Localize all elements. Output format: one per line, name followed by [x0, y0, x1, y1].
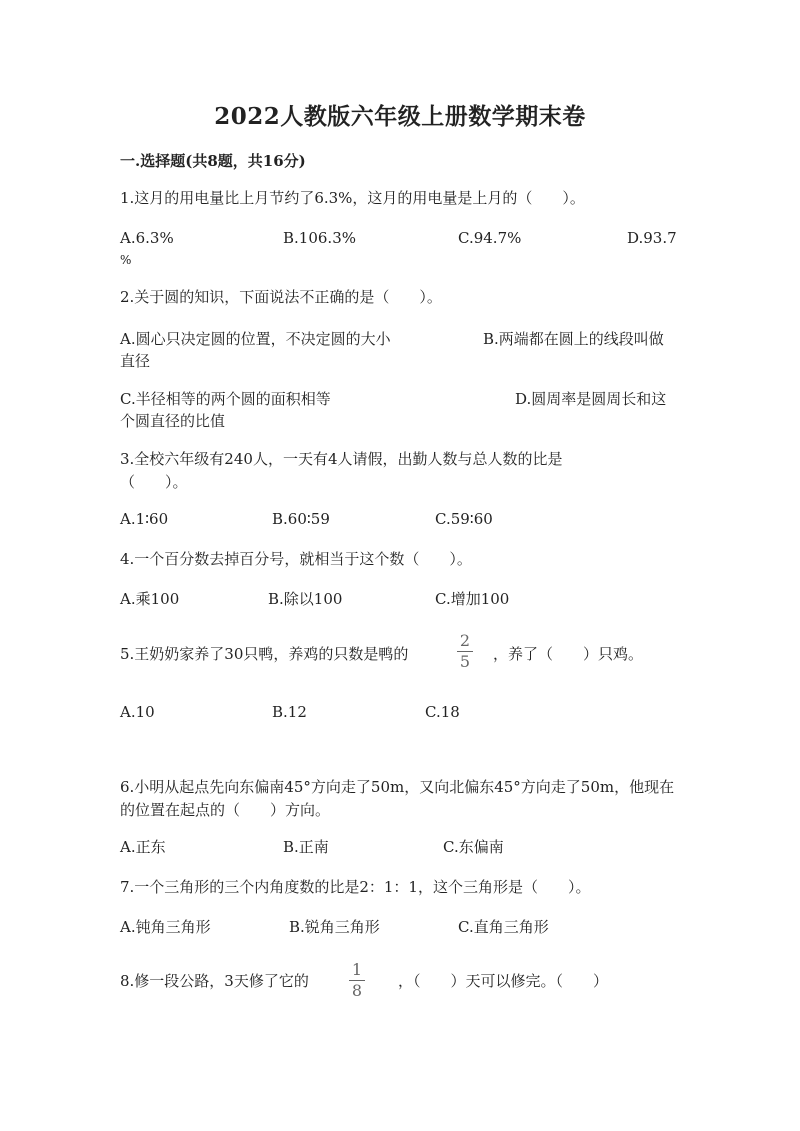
question-5: 5.王奶奶家养了30只鸭，养鸡的只数是鸭的: [120, 645, 409, 663]
q6-option-b[interactable]: B.正南: [283, 838, 329, 856]
q3-option-c[interactable]: C.59∶60: [435, 510, 493, 528]
q1-option-c[interactable]: C.94.7%: [458, 229, 522, 247]
q3-option-b[interactable]: B.60∶59: [272, 510, 330, 528]
q4-option-b[interactable]: B.除以100: [268, 590, 343, 608]
q3-option-a[interactable]: A.1∶60: [120, 510, 169, 528]
q4-option-a[interactable]: A.乘100: [120, 590, 180, 608]
question-7: 7.一个三角形的三个内角度数的比是2：1：1，这个三角形是（ ）。: [120, 878, 591, 896]
section-heading: 一.选择题(共8题，共16分): [120, 152, 306, 170]
question-6: 6.小明从起点先向东偏南45°方向走了50m，又向北偏东45°方向走了50m，他现在的位置在起点的（ ）方向。: [120, 778, 675, 819]
q1-option-d[interactable]: D.93.7: [627, 229, 677, 247]
q5-fraction-denominator: 5: [459, 652, 471, 671]
q2-option-d[interactable]: D.圆周率是圆周长和这: [515, 390, 667, 408]
q2-option-b[interactable]: B.两端都在圆上的线段叫做: [483, 330, 664, 348]
question-1: 1.这月的用电量比上月节约了6.3%，这月的用电量是上月的（ ）。: [120, 189, 585, 207]
q5-fraction: [457, 632, 473, 671]
q8-fraction: [349, 961, 365, 1000]
q2-option-d-tail: 个圆直径的比值: [120, 412, 226, 430]
q4-option-c[interactable]: C.增加100: [435, 590, 510, 608]
q5-option-b[interactable]: B.12: [272, 703, 307, 721]
q1-option-d-tail: %: [120, 253, 132, 267]
q7-option-b[interactable]: B.锐角三角形: [289, 918, 380, 936]
q2-option-b-tail: 直径: [120, 352, 151, 370]
q5-option-c[interactable]: C.18: [425, 703, 460, 721]
question-5-tail: ，养了（ ）只鸡。: [493, 645, 644, 663]
q2-option-a[interactable]: A.圆心只决定圆的位置，不决定圆的大小: [120, 330, 391, 348]
q6-option-c[interactable]: C.东偏南: [443, 838, 504, 856]
q5-fraction-numerator: 2: [459, 631, 471, 650]
page-title: 2022人教版六年级上册数学期末卷: [214, 103, 586, 130]
question-8: 8.修一段公路，3天修了它的: [120, 972, 309, 990]
question-3: 3.全校六年级有240人，一天有4人请假，出勤人数与总人数的比是（ ）。: [120, 450, 563, 491]
q5-option-a[interactable]: A.10: [120, 703, 155, 721]
q7-option-a[interactable]: A.钝角三角形: [120, 918, 211, 936]
q2-option-c[interactable]: C.半径相等的两个圆的面积相等: [120, 390, 331, 408]
q8-fraction-denominator: 8: [351, 981, 363, 1000]
q1-option-b[interactable]: B.106.3%: [283, 229, 356, 247]
question-8-tail: ，（ ）天可以修完。（ ）: [398, 972, 609, 990]
q7-option-c[interactable]: C.直角三角形: [458, 918, 549, 936]
q6-option-a[interactable]: A.正东: [120, 838, 166, 856]
question-4: 4.一个百分数去掉百分号，就相当于这个数（ ）。: [120, 550, 472, 568]
q1-option-a[interactable]: A.6.3%: [120, 229, 174, 247]
q8-fraction-numerator: 1: [351, 960, 363, 979]
question-2: 2.关于圆的知识，下面说法不正确的是（ ）。: [120, 288, 442, 306]
